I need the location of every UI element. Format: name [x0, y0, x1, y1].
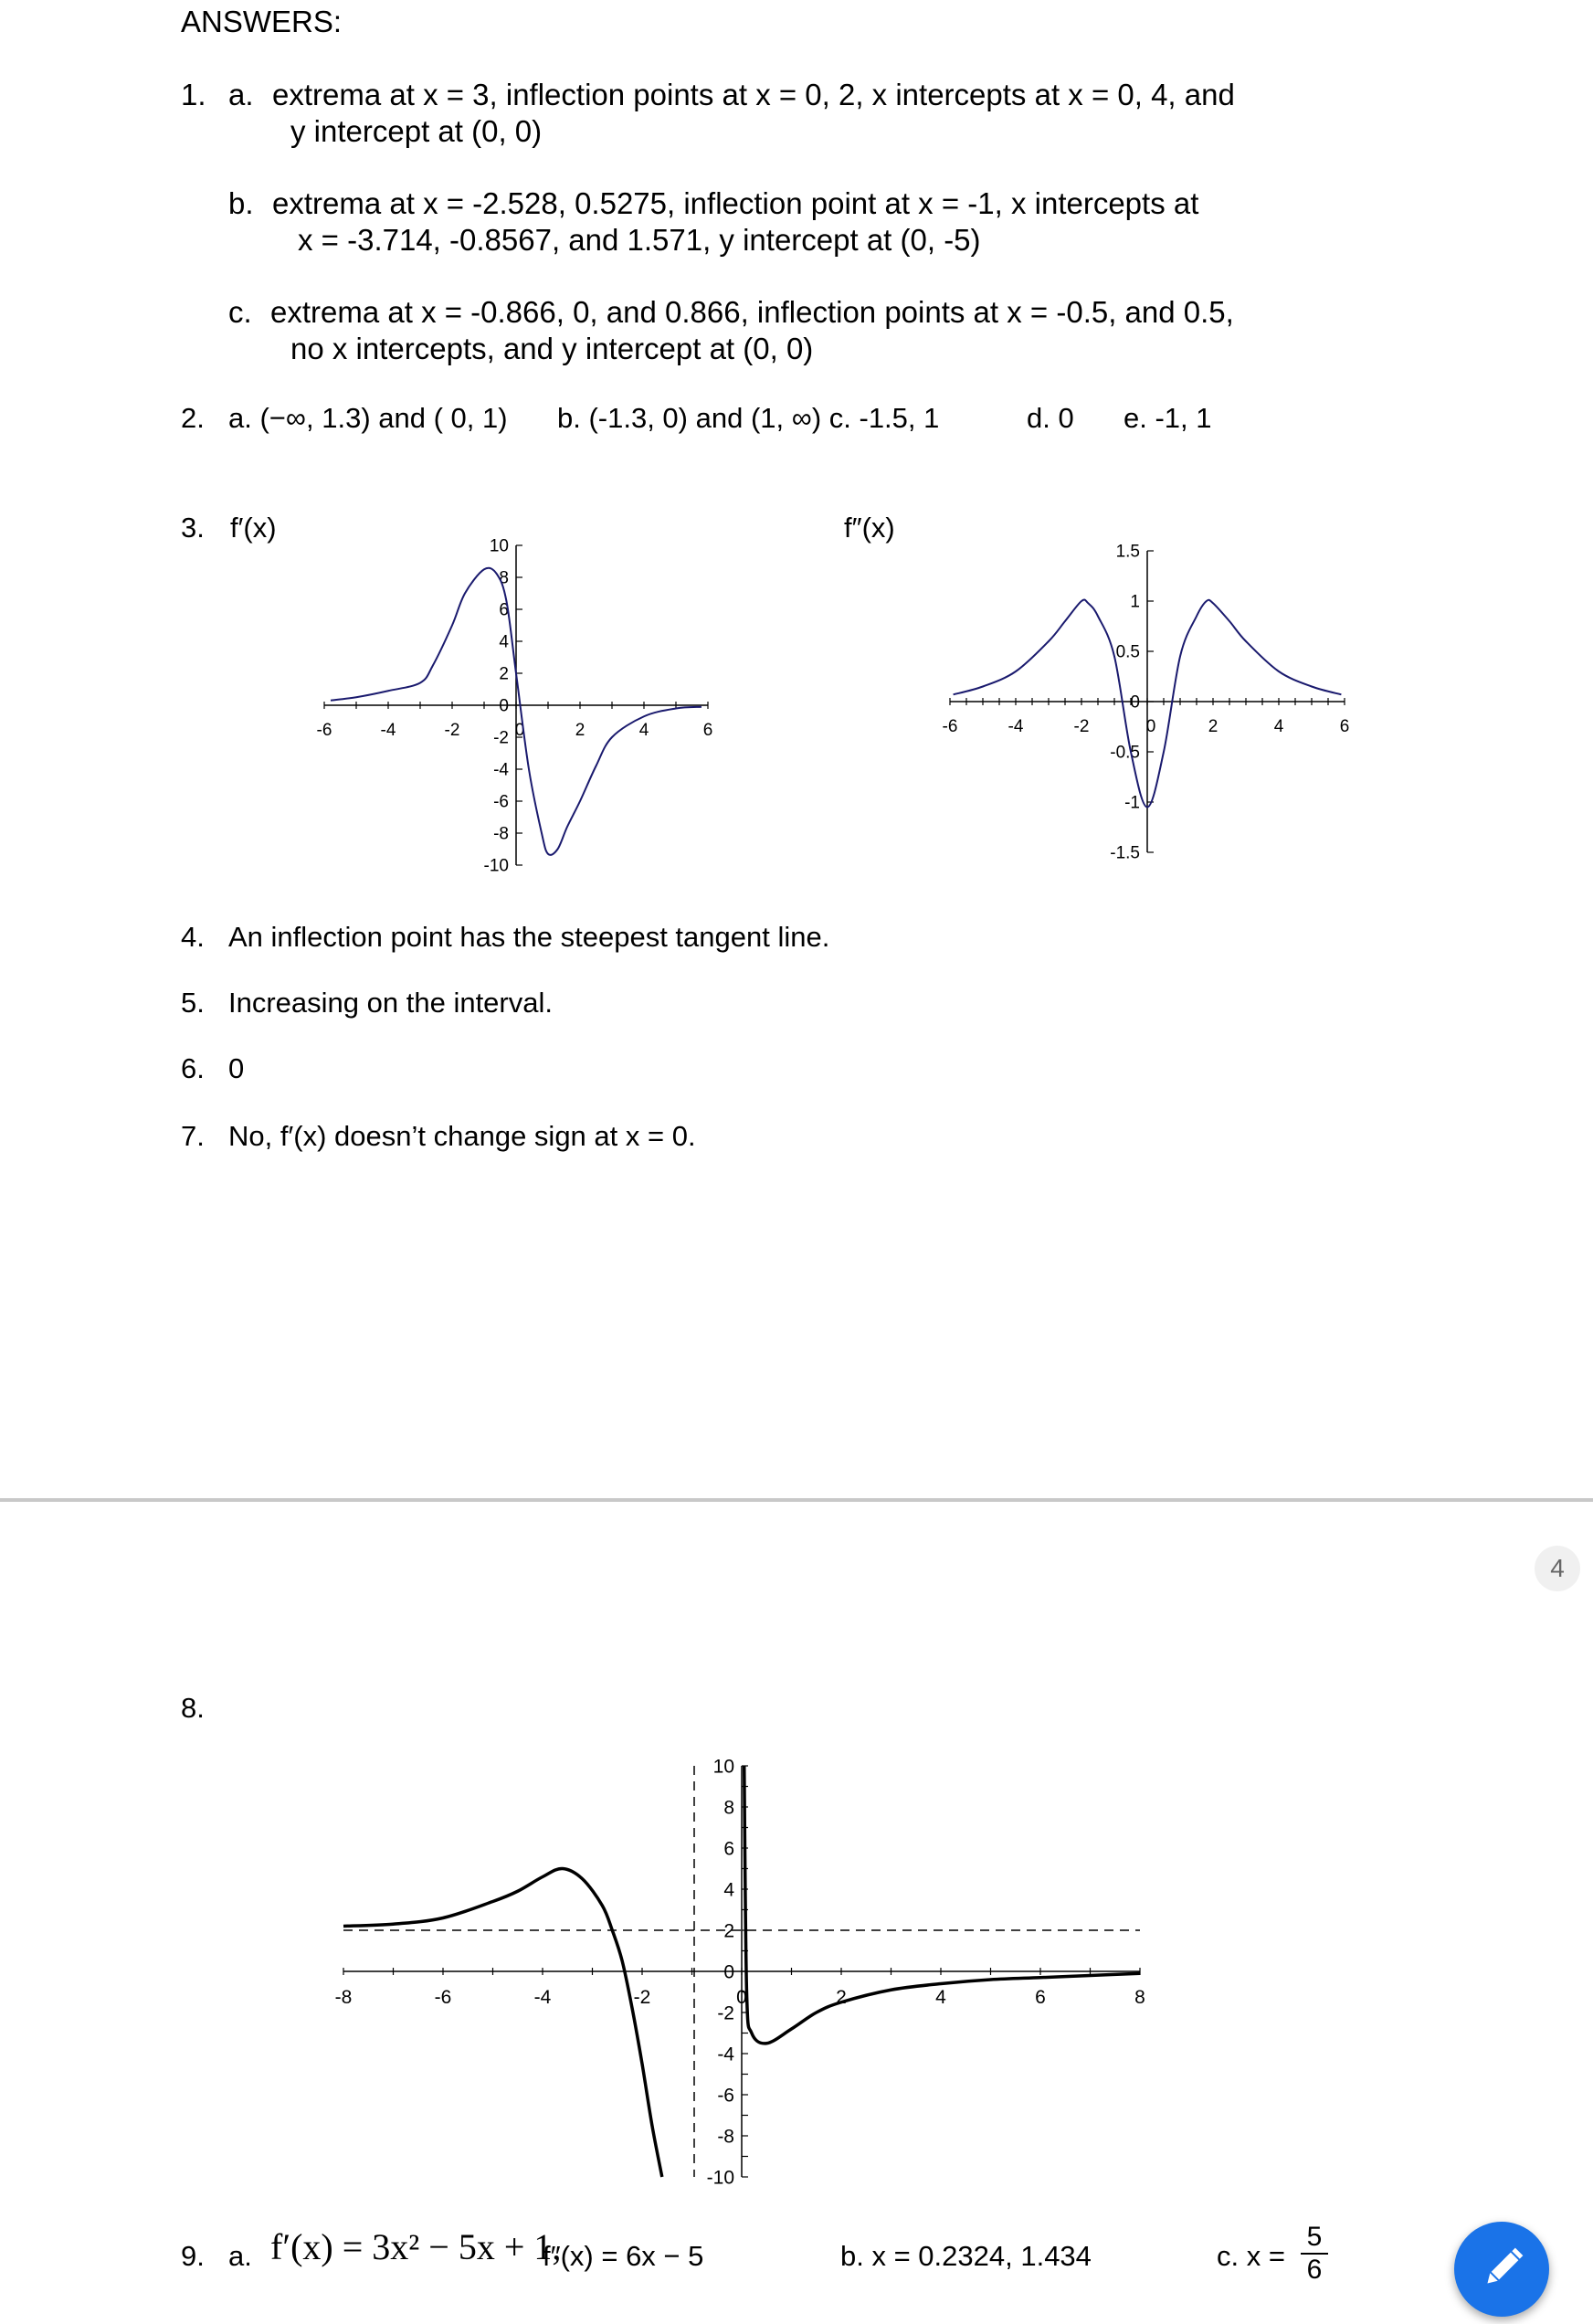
series-line — [343, 1868, 662, 2177]
x-tick-label: -8 — [334, 1987, 353, 2008]
edit-button[interactable] — [1454, 2222, 1549, 2317]
q9c-fraction — [1301, 2222, 1328, 2286]
q9b-answer: b. x = 0.2324, 1.434 — [840, 2240, 1092, 2272]
q4-answer: An inflection point has the steepest tangent line. — [228, 921, 830, 953]
q3-fprime-label: f′(x) — [230, 512, 277, 544]
x-tick-label: 0 — [736, 1987, 747, 2008]
q9a-first-derivative: f′(x) = 3x² − 5x + 1, — [270, 2226, 562, 2267]
y-tick-label: 8 — [499, 568, 509, 588]
y-tick-label: -6 — [717, 2085, 734, 2107]
x-tick-label: 6 — [702, 721, 713, 740]
page-divider — [0, 1498, 1593, 1502]
x-tick-label: 6 — [1339, 717, 1350, 736]
y-tick-label: -0.5 — [1110, 743, 1140, 763]
q5-answer: Increasing on the interval. — [228, 987, 553, 1019]
q6-answer: 0 — [228, 1052, 245, 1084]
y-tick-label: 10 — [712, 1756, 734, 1778]
x-tick-label: 6 — [1035, 1987, 1046, 2008]
y-tick-label: 2 — [723, 1920, 734, 1942]
q9a-second-derivative: f″(x) = 6x − 5 — [543, 2240, 704, 2272]
x-tick-label: -2 — [444, 721, 460, 740]
y-tick-label: -6 — [493, 792, 509, 812]
y-tick-label: 10 — [489, 536, 509, 556]
y-tick-label: 6 — [723, 1838, 734, 1860]
y-tick-label: 0 — [499, 696, 509, 716]
y-tick-label: 0.5 — [1115, 642, 1140, 662]
x-tick-label: 0 — [514, 721, 525, 740]
fdoubleprime-chart — [932, 539, 1370, 877]
y-tick-label: 4 — [499, 632, 509, 652]
y-tick-label: 2 — [499, 664, 509, 684]
q2-number: 2. — [181, 402, 205, 434]
q9-number: 9. — [181, 2240, 205, 2272]
x-tick-label: -6 — [942, 717, 958, 736]
x-tick-label: 4 — [638, 721, 649, 740]
q1a-label: a. — [228, 78, 254, 111]
y-tick-label: 0 — [723, 1961, 734, 1983]
q1c-line1: extrema at x = -0.866, 0, and 0.866, inflection points at x = -0.5, and 0.5, — [270, 295, 1234, 329]
y-tick-label: -8 — [493, 824, 509, 844]
answers-heading: ANSWERS: — [181, 5, 343, 38]
q7-answer: No, f′(x) doesn’t change sign at x = 0. — [228, 1120, 696, 1152]
q5-number: 5. — [181, 987, 205, 1019]
q9c-denominator: 6 — [1301, 2253, 1328, 2286]
x-tick-label: 8 — [1134, 1987, 1145, 2008]
y-tick-label: 0 — [1130, 692, 1140, 713]
q1a-line1: extrema at x = 3, inflection points at x = 0, 2, x intercepts at x = 0, 4, and — [272, 78, 1235, 111]
x-tick-label: -6 — [316, 721, 332, 740]
q3-number: 3. — [181, 512, 205, 544]
q2-part-a: a. (−∞, 1.3) and ( 0, 1) — [228, 402, 508, 434]
q9c-numerator: 5 — [1306, 2222, 1323, 2252]
x-tick-label: 2 — [836, 1987, 847, 2008]
y-tick-label: -4 — [717, 2044, 734, 2065]
x-tick-label: 4 — [935, 1987, 946, 2008]
y-tick-label: 1.5 — [1115, 542, 1140, 562]
x-tick-label: 2 — [1208, 717, 1218, 736]
y-tick-label: -10 — [706, 2167, 734, 2189]
q1c-line2: no x intercepts, and y intercept at (0, 0) — [290, 332, 814, 365]
q9a-label: a. — [228, 2240, 252, 2272]
q1a-line2: y intercept at (0, 0) — [290, 114, 543, 148]
y-tick-label: 8 — [723, 1797, 734, 1819]
q1c-label: c. — [228, 295, 252, 329]
y-tick-label: 6 — [499, 600, 509, 620]
q9c-label: c. x = — [1217, 2240, 1285, 2272]
q8-number: 8. — [181, 1692, 205, 1724]
fprime-chart — [311, 530, 731, 877]
y-tick-label: -1.5 — [1110, 843, 1140, 863]
q8-rational-chart — [329, 1736, 1169, 2192]
q2-part-d: d. 0 — [1027, 402, 1074, 434]
q6-number: 6. — [181, 1052, 205, 1084]
x-tick-label: -4 — [1007, 717, 1024, 736]
q1b-line1: extrema at x = -2.528, 0.5275, inflection point at x = -1, x intercepts at — [272, 186, 1199, 220]
y-tick-label: -10 — [483, 856, 509, 876]
q2-part-b-c: b. (-1.3, 0) and (1, ∞) c. -1.5, 1 — [557, 402, 940, 434]
pencil-icon — [1454, 2222, 1549, 2317]
y-tick-label: -1 — [1124, 793, 1140, 813]
q2-part-e: e. -1, 1 — [1124, 402, 1212, 434]
x-tick-label: 4 — [1273, 717, 1284, 736]
q1b-line2: x = -3.714, -0.8567, and 1.571, y intercept at (0, -5) — [298, 223, 981, 257]
q1-number: 1. — [181, 78, 206, 111]
x-tick-label: -2 — [1073, 717, 1090, 736]
x-tick-label: 0 — [1145, 717, 1156, 736]
q7-number: 7. — [181, 1120, 205, 1152]
page-number-badge: 4 — [1535, 1546, 1580, 1591]
x-tick-label: 2 — [575, 721, 586, 740]
x-tick-label: -4 — [380, 721, 396, 740]
q1b-label: b. — [228, 186, 254, 220]
y-tick-label: -8 — [717, 2126, 734, 2148]
y-tick-label: 4 — [723, 1879, 734, 1901]
y-tick-label: -4 — [493, 760, 509, 780]
x-tick-label: -2 — [633, 1987, 651, 2008]
x-tick-label: -4 — [533, 1987, 552, 2008]
y-tick-label: 1 — [1130, 592, 1140, 612]
q3-fdoubleprime-label: f″(x) — [844, 512, 895, 544]
q4-number: 4. — [181, 921, 205, 953]
x-tick-label: -6 — [434, 1987, 452, 2008]
y-tick-label: -2 — [717, 2002, 734, 2024]
y-tick-label: -2 — [493, 728, 509, 748]
